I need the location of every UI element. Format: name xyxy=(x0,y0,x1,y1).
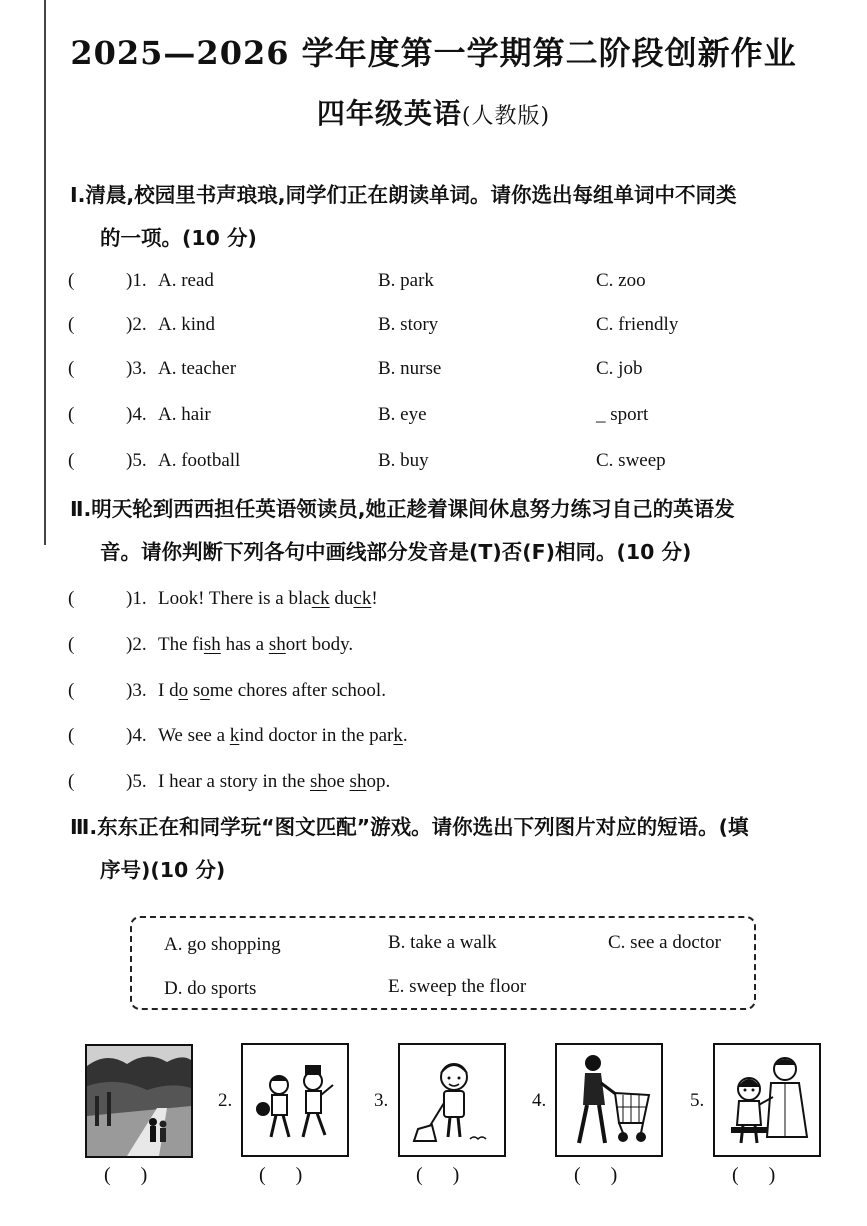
underlined-part: sh xyxy=(268,634,286,655)
underlined-part: o xyxy=(178,680,189,701)
underlined-part: ck xyxy=(353,588,372,609)
section2-question-3 xyxy=(0,680,867,710)
section1-question-1 xyxy=(0,270,867,300)
picture-number-5: 5. xyxy=(690,1090,705,1111)
answer-paren[interactable]: ( xyxy=(68,680,75,701)
page-title: 2025—2026 学年度第一学期第二阶段创新作业 xyxy=(70,34,797,72)
answer-blank-3[interactable]: ( ) xyxy=(416,1164,460,1186)
answer-paren[interactable]: ( xyxy=(68,358,75,379)
kids-playing-basketball-illustration xyxy=(243,1045,347,1155)
picture-number-3: 3. xyxy=(374,1090,389,1111)
option-a: A. teacher xyxy=(158,358,237,379)
section3-instruction xyxy=(70,806,830,892)
option-c: C. friendly xyxy=(596,314,679,335)
person-with-cart-illustration xyxy=(557,1045,661,1155)
option-b: B. buy xyxy=(378,450,429,471)
picture-see-a-doctor xyxy=(713,1043,821,1157)
doctor-and-child-illustration xyxy=(715,1045,819,1155)
phrase-c: C. see a doctor xyxy=(608,932,721,953)
sentence: I hear a story in the shoe shop. xyxy=(158,771,391,792)
section1-instruction-line1: Ⅰ.清晨,校园里书声琅琅,同学们正在朗读单词。请你选出每组单词中不同类 xyxy=(70,183,737,207)
question-number: )1. xyxy=(126,270,147,291)
answer-paren[interactable]: ( xyxy=(68,588,75,609)
question-number: )2. xyxy=(126,634,147,655)
question-number: )5. xyxy=(126,771,147,792)
picture-go-shopping xyxy=(555,1043,663,1157)
picture-take-a-walk xyxy=(85,1044,193,1158)
picture-number-4: 4. xyxy=(532,1090,547,1111)
question-number: )1. xyxy=(126,588,147,609)
phrase-a: A. go shopping xyxy=(164,934,281,955)
answer-paren[interactable]: ( xyxy=(68,771,75,792)
answer-blank-4[interactable]: ( ) xyxy=(574,1164,618,1186)
underlined-part: k xyxy=(229,725,240,746)
section1-question-4 xyxy=(0,404,867,434)
option-a: A. football xyxy=(158,450,241,471)
question-number: )4. xyxy=(126,404,147,425)
section2-question-1 xyxy=(0,588,867,618)
picture-number-2: 2. xyxy=(218,1090,233,1111)
section2-instruction-line2: 音。请你判断下列各句中画线部分发音是(T)否(F)相同。(10 分) xyxy=(100,540,692,564)
phrase-options-box xyxy=(130,916,756,1010)
question-number: )5. xyxy=(126,450,147,471)
page-subtitle xyxy=(0,92,867,132)
section1-question-3 xyxy=(0,358,867,388)
park-walk-illustration xyxy=(87,1046,191,1156)
answer-blank-1[interactable]: ( ) xyxy=(104,1164,148,1186)
subtitle-text: 四年级英语 xyxy=(316,97,462,130)
option-a: A. read xyxy=(158,270,214,291)
underlined-part: ck xyxy=(311,588,330,609)
section2-instruction-line1: Ⅱ.明天轮到西西担任英语领读员,她正趁着课间休息努力练习自己的英语发 xyxy=(70,497,735,521)
underlined-part: sh xyxy=(309,771,327,792)
kid-sweeping-illustration xyxy=(400,1045,504,1155)
option-a: A. kind xyxy=(158,314,215,335)
option-c: _ sport xyxy=(596,404,649,425)
edition-text: (人教版) xyxy=(461,104,551,129)
answer-paren[interactable]: ( xyxy=(68,450,75,471)
phrase-b: B. take a walk xyxy=(388,932,497,953)
answer-paren[interactable]: ( xyxy=(68,634,75,655)
question-number: )2. xyxy=(126,314,147,335)
answer-blank-5[interactable]: ( ) xyxy=(732,1164,776,1186)
sentence: We see a kind doctor in the park. xyxy=(158,725,408,746)
answer-paren[interactable]: ( xyxy=(68,314,75,335)
section1-question-5 xyxy=(0,450,867,480)
answer-paren[interactable]: ( xyxy=(68,404,75,425)
section1-question-2 xyxy=(0,314,867,344)
section2-instruction xyxy=(70,488,830,574)
section1-instruction-line2: 的一项。(10 分) xyxy=(100,226,257,250)
section2-question-2 xyxy=(0,634,867,664)
section2-question-4 xyxy=(0,725,867,755)
question-number: )3. xyxy=(126,680,147,701)
answer-paren[interactable]: ( xyxy=(68,725,75,746)
sentence: I do some chores after school. xyxy=(158,680,386,701)
option-b: B. eye xyxy=(378,404,427,425)
sentence: The fish has a short body. xyxy=(158,634,354,655)
phrase-e: E. sweep the floor xyxy=(388,976,527,997)
option-c: C. zoo xyxy=(596,270,646,291)
question-number: )3. xyxy=(126,358,147,379)
option-c: C. job xyxy=(596,358,643,379)
option-b: B. park xyxy=(378,270,434,291)
underlined-part: sh xyxy=(349,771,367,792)
option-c: C. sweep xyxy=(596,450,666,471)
sentence: Look! There is a black duck! xyxy=(158,588,378,609)
section3-instruction-line1: Ⅲ.东东正在和同学玩“图文匹配”游戏。请你选出下列图片对应的短语。(填 xyxy=(70,815,749,839)
answer-blank-2[interactable]: ( ) xyxy=(259,1164,303,1186)
phrase-d: D. do sports xyxy=(164,978,257,999)
option-b: B. nurse xyxy=(378,358,442,379)
section1-instruction xyxy=(70,174,830,260)
section2-question-5 xyxy=(0,771,867,801)
option-b: B. story xyxy=(378,314,439,335)
section3-instruction-line2: 序号)(10 分) xyxy=(100,858,226,882)
option-a: A. hair xyxy=(158,404,211,425)
underlined-part: sh xyxy=(203,634,221,655)
picture-do-sports xyxy=(241,1043,349,1157)
question-number: )4. xyxy=(126,725,147,746)
underlined-part: o xyxy=(200,680,210,701)
picture-sweep-the-floor xyxy=(398,1043,506,1157)
underlined-part: k xyxy=(393,725,403,746)
answer-paren[interactable]: ( xyxy=(68,270,75,291)
